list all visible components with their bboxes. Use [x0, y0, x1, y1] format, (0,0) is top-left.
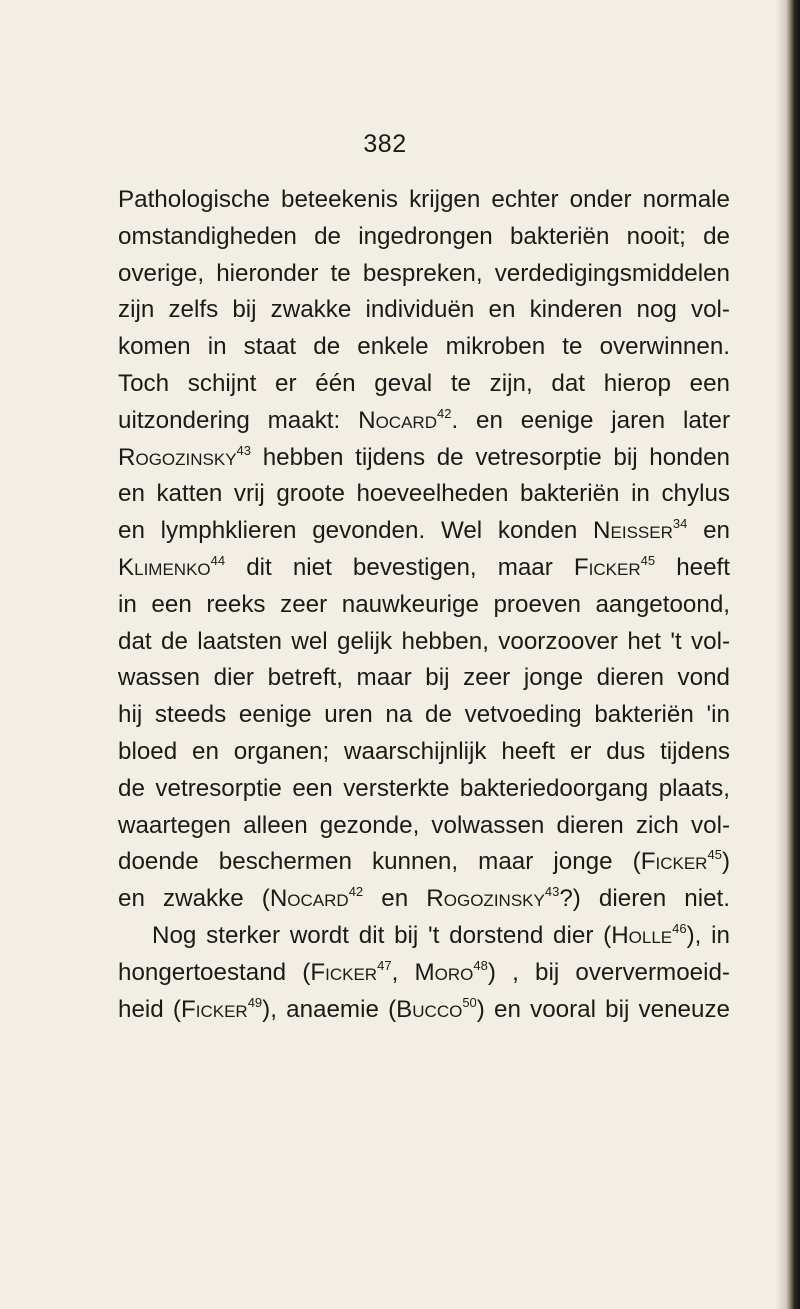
text-run: heeft [655, 553, 730, 581]
text-run: ) [721, 848, 730, 876]
text-line [118, 697, 730, 734]
text-line [118, 881, 730, 918]
reference-number: 50 [462, 994, 477, 1010]
text-run: ) , bij oververmoeid- [487, 958, 730, 986]
text-line [118, 366, 730, 403]
text-run: en zwakke ( [118, 885, 270, 913]
text-run: en [363, 885, 427, 913]
text-line [118, 219, 730, 256]
reference-number: 34 [672, 516, 688, 532]
text-run: en katten vrij groote hoeveelheden bakteriën in chylus [118, 480, 730, 508]
text-run: Nog sterker wordt dit bij 't dorstend dier ( [152, 921, 612, 949]
text-line [118, 476, 730, 513]
text-line [118, 513, 730, 550]
text-run: in een reeks zeer nauwkeurige proeven aangetoond, [118, 590, 730, 618]
text-run: ), anaemie ( [262, 995, 397, 1023]
author-name: Ficker [573, 553, 641, 581]
text-line [118, 292, 730, 329]
text-run: Toch schijnt er één geval te zijn, dat hierop een [118, 369, 730, 397]
text-line [118, 624, 730, 661]
reference-number: 42 [348, 884, 364, 900]
author-name: Rogozinsky [118, 443, 237, 471]
author-name: Klimenko [118, 553, 211, 581]
text-run: doende beschermen kunnen, maar jonge ( [118, 848, 641, 876]
text-line [118, 660, 730, 697]
reference-number: 46 [672, 920, 687, 936]
author-name: Ficker [640, 848, 708, 876]
reference-number: 49 [247, 994, 263, 1010]
text-run: de vetresorptie een versterkte bakteriedoorgang plaats, [118, 774, 730, 802]
text-run: ) en vooral bij veneuze [476, 995, 730, 1023]
text-run: ), in [686, 921, 730, 949]
author-name: Ficker [180, 995, 248, 1023]
binding-shadow [776, 0, 786, 1309]
reference-number: 45 [707, 847, 722, 863]
reference-number: 44 [210, 552, 226, 568]
text-line [118, 992, 730, 1029]
author-name: Ficker [310, 958, 378, 986]
text-run: uitzondering maakt: [118, 406, 359, 434]
text-line [118, 844, 730, 881]
text-run: , [391, 958, 415, 986]
text-line [118, 256, 730, 293]
text-line [118, 587, 730, 624]
body-text [118, 182, 730, 1028]
text-run: waartegen alleen gezonde, volwassen dieren zich vol- [118, 811, 730, 839]
page-number: 382 [363, 130, 407, 158]
text-run: ?) dieren niet. [559, 885, 730, 913]
text-line [118, 329, 730, 366]
text-run: komen in staat de enkele mikroben te overwinnen. [118, 333, 730, 361]
author-name: Rogozinsky [426, 885, 545, 913]
text-line [118, 550, 730, 587]
text-run: . en eenige jaren later [451, 406, 731, 434]
text-run: hebben tijdens de vetresorptie bij honden [251, 443, 730, 471]
text-run: heid ( [118, 995, 181, 1023]
reference-number: 45 [640, 552, 656, 568]
text-run: overige, hieronder te bespreken, verdedigingsmiddelen [118, 259, 730, 287]
reference-number: 43 [544, 884, 560, 900]
text-line [118, 808, 730, 845]
text-run: omstandigheden de ingedrongen bakteriën nooit; de [118, 222, 730, 250]
text-line [118, 918, 730, 955]
text-run: wassen dier betreft, maar bij zeer jonge dieren vond [118, 664, 730, 692]
reference-number: 47 [377, 957, 392, 973]
text-line [118, 955, 730, 992]
author-name: Neisser [593, 517, 673, 545]
text-run: hongertoestand ( [118, 958, 311, 986]
reference-number: 42 [436, 405, 452, 421]
text-run: en lymphklieren gevonden. Wel konden [118, 517, 594, 545]
text-run: bloed en organen; waarschijnlijk heeft er dus tijdens [118, 737, 730, 765]
text-run: dit niet bevestigen, maar [225, 553, 574, 581]
author-name: Moro [414, 958, 474, 986]
binding-edge [786, 0, 800, 1309]
text-line [118, 734, 730, 771]
text-run: zijn zelfs bij zwakke individuën en kinderen nog vol- [118, 296, 730, 324]
text-line [118, 771, 730, 808]
author-name: Nocard [358, 406, 437, 434]
reference-number: 48 [473, 957, 488, 973]
author-name: Nocard [269, 885, 349, 913]
text-line [118, 440, 730, 477]
author-name: Bucco [396, 995, 463, 1023]
text-line [118, 403, 730, 440]
reference-number: 43 [236, 442, 252, 458]
text-run: Pathologische beteekenis krijgen echter onder normale [118, 186, 730, 213]
author-name: Holle [611, 921, 673, 949]
text-run: en [687, 517, 731, 545]
text-run: dat de laatsten wel gelijk hebben, voorzoover het 't vol- [118, 627, 730, 655]
text-run: hij steeds eenige uren na de vetvoeding bakteriën 'in [118, 701, 730, 729]
text-line [118, 182, 730, 219]
